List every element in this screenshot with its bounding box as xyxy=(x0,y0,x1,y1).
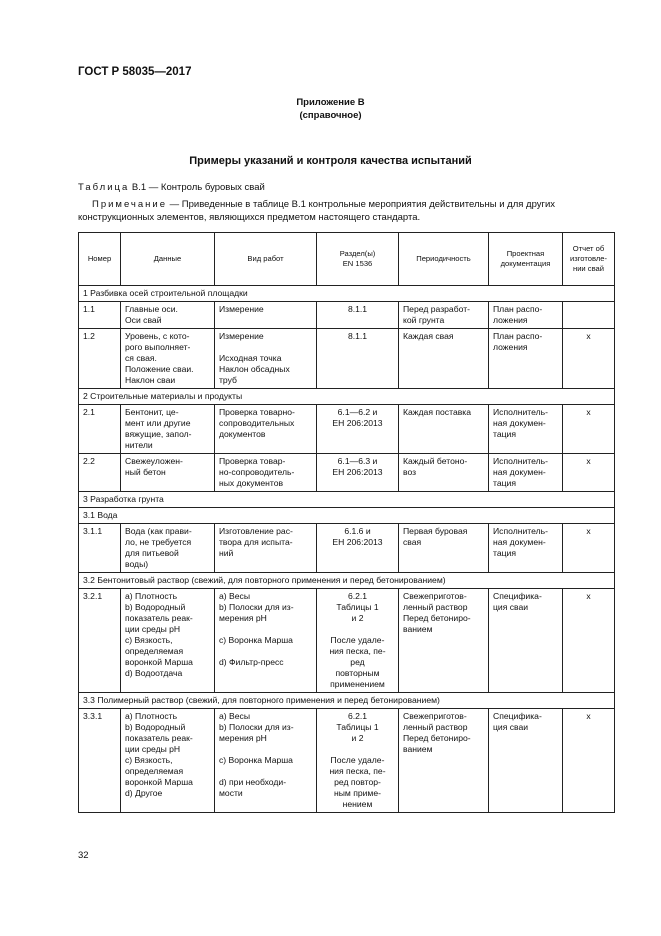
cell-line: Положение сваи. xyxy=(125,364,194,374)
cell-line: Перед разработ- xyxy=(403,304,470,314)
table-cell xyxy=(215,589,317,693)
table-cell xyxy=(563,454,615,492)
cell-line: Специфика- xyxy=(493,711,542,721)
section-row xyxy=(79,286,615,302)
cell-line: ная докумен- xyxy=(493,418,546,428)
column-header-line: EN 1536 xyxy=(342,259,373,268)
cell-line: Таблицы 1 xyxy=(336,602,379,612)
cell-line: х xyxy=(586,456,591,466)
cell-line: Каждая поставка xyxy=(403,407,472,417)
table-cell xyxy=(317,405,399,454)
cell-line: ным приме- xyxy=(333,788,381,798)
page-number: 32 xyxy=(78,850,89,861)
table-cell xyxy=(317,454,399,492)
cell-line: рого выполняет- xyxy=(125,342,191,352)
control-table xyxy=(78,232,615,813)
cell-line: Вода (как прави- xyxy=(125,526,192,536)
cell-line: ции среды pH xyxy=(125,744,181,754)
cell-line: a) Плотность xyxy=(125,711,178,721)
cell-gap xyxy=(321,744,394,755)
cell-line: и 2 xyxy=(351,613,364,623)
column-header xyxy=(563,233,615,286)
cell-line: ЕН 206:2013 xyxy=(332,467,383,477)
column-header xyxy=(79,233,121,286)
cell-line: Свежеуложен- xyxy=(125,456,183,466)
cell-line: b) Водородный xyxy=(125,602,186,612)
cell-line: 2.1 xyxy=(83,407,95,417)
cell-line: b) Полоски для из- xyxy=(219,722,294,732)
section-row xyxy=(79,573,615,589)
cell-line: 8.1.1 xyxy=(347,304,368,314)
cell-line: труб xyxy=(219,375,237,385)
cell-line: свая xyxy=(403,537,422,547)
cell-line: d) Фильтр-пресс xyxy=(219,657,284,667)
document-id: ГОСТ Р 58035—2017 xyxy=(78,66,192,78)
table-body xyxy=(79,286,615,813)
table-cell xyxy=(215,405,317,454)
cell-line: Таблицы 1 xyxy=(336,722,379,732)
cell-line: воды) xyxy=(125,559,149,569)
table-cell xyxy=(79,454,121,492)
note-text: — Приведенные в таблице В.1 контрольные мероприятия действительны и для других конструкционных элементов, являющихся предметом настоящего стандарта. xyxy=(78,199,556,223)
cell-line: ло, не требуется xyxy=(125,537,192,547)
cell-line: a) Весы xyxy=(219,591,251,601)
cell-line: Исполнитель- xyxy=(493,407,548,417)
section-cell: 2 Строительные материалы и продукты xyxy=(79,389,615,405)
section-row xyxy=(79,389,615,405)
cell-line: 1.1 xyxy=(83,304,95,314)
cell-line: 6.2.1 xyxy=(347,591,368,601)
cell-gap xyxy=(219,624,312,635)
table-cell xyxy=(489,454,563,492)
cell-line: b) Водородный xyxy=(125,722,186,732)
cell-line: тация xyxy=(493,478,516,488)
table-cell xyxy=(317,302,399,329)
column-header-line: нии свай xyxy=(573,264,604,273)
cell-line: a) Весы xyxy=(219,711,251,721)
cell-line: мент или другие xyxy=(125,418,191,428)
column-header-line: документация xyxy=(500,259,551,268)
cell-line: ция сваи xyxy=(493,602,529,612)
appendix-heading xyxy=(0,96,661,122)
cell-line: воз xyxy=(403,467,417,477)
note-prefix: Примечание xyxy=(92,199,167,210)
table-cell xyxy=(563,405,615,454)
table-cell xyxy=(79,589,121,693)
cell-line: 3.3.1 xyxy=(83,711,103,721)
cell-line: 8.1.1 xyxy=(347,331,368,341)
section-row xyxy=(79,508,615,524)
table-row xyxy=(79,302,615,329)
cell-line: Измерение xyxy=(219,304,264,314)
cell-line: c) Воронка Марша xyxy=(219,755,293,765)
cell-line: мости xyxy=(219,788,243,798)
cell-line: ния песка, пе- xyxy=(329,766,386,776)
column-header xyxy=(489,233,563,286)
cell-line: ся свая. xyxy=(125,353,157,363)
section-cell: 3 Разработка грунта xyxy=(79,492,615,508)
cell-line: х xyxy=(586,331,591,341)
cell-gap xyxy=(321,624,394,635)
table-caption-prefix: Таблица xyxy=(78,182,130,193)
table-caption xyxy=(78,182,265,193)
cell-line: d) Водоотдача xyxy=(125,668,183,678)
table-note xyxy=(78,198,614,224)
table-cell xyxy=(317,524,399,573)
cell-line: b) Полоски для из- xyxy=(219,602,294,612)
cell-line: ции среды pH xyxy=(125,624,181,634)
cell-line: Уровень, с кото- xyxy=(125,331,190,341)
table-row xyxy=(79,329,615,389)
cell-gap xyxy=(219,744,312,755)
cell-line: ная докумен- xyxy=(493,537,546,547)
cell-line: х xyxy=(586,591,591,601)
cell-line: Исходная точка xyxy=(219,353,282,363)
table-caption-text: В.1 — Контроль буровых свай xyxy=(131,182,265,193)
cell-line: Изготовление рас- xyxy=(219,526,293,536)
cell-line: Исполнитель- xyxy=(493,456,548,466)
table-cell xyxy=(489,524,563,573)
cell-line: воронкой Марша xyxy=(125,657,193,667)
cell-line: c) Вязкость, xyxy=(125,755,173,765)
column-header-line: Номер xyxy=(87,254,112,263)
cell-line: нители xyxy=(125,440,153,450)
cell-line: 6.2.1 xyxy=(347,711,368,721)
cell-line: 1.2 xyxy=(83,331,95,341)
table-cell xyxy=(79,709,121,813)
cell-gap xyxy=(219,646,312,657)
appendix-title: Приложение В xyxy=(296,97,365,108)
table-cell xyxy=(399,454,489,492)
cell-line: для питьевой xyxy=(125,548,179,558)
table-cell xyxy=(399,524,489,573)
table-cell xyxy=(563,589,615,693)
cell-gap xyxy=(219,766,312,777)
cell-line: 2.2 xyxy=(83,456,95,466)
cell-line: нением xyxy=(342,799,373,809)
table-cell xyxy=(79,524,121,573)
table-cell xyxy=(215,524,317,573)
table-cell xyxy=(399,589,489,693)
cell-line: Проверка товарно- xyxy=(219,407,295,417)
table-cell xyxy=(121,405,215,454)
column-header-line: Отчет об xyxy=(572,244,605,253)
cell-line: После удале- xyxy=(330,755,385,765)
cell-line: Измерение xyxy=(219,331,264,341)
cell-line: Специфика- xyxy=(493,591,542,601)
table-row xyxy=(79,524,615,573)
section-row xyxy=(79,693,615,709)
column-header-line: Данные xyxy=(153,254,182,263)
cell-line: повторным xyxy=(335,668,380,678)
section-cell: 3.3 Полимерный раствор (свежий, для повторного применения и перед бетонированием) xyxy=(79,693,615,709)
cell-line: Оси свай xyxy=(125,315,162,325)
table-row xyxy=(79,589,615,693)
cell-line: a) Плотность xyxy=(125,591,178,601)
cell-line: Наклон сваи xyxy=(125,375,176,385)
cell-line: Перед бетониро- xyxy=(403,733,471,743)
cell-line: Свежеприготов- xyxy=(403,591,467,601)
cell-line: мерения pH xyxy=(219,733,267,743)
table-cell xyxy=(489,302,563,329)
table-cell xyxy=(215,454,317,492)
cell-line: документов xyxy=(219,429,266,439)
cell-line: ленный раствор xyxy=(403,602,468,612)
cell-line: ред повтор- xyxy=(334,777,381,787)
section-title: Примеры указаний и контроля качества испытаний xyxy=(189,155,472,167)
cell-line: твора для испыта- xyxy=(219,537,293,547)
table-cell xyxy=(215,709,317,813)
cell-line: ция сваи xyxy=(493,722,529,732)
column-header-line: Проектная xyxy=(506,249,545,258)
cell-line: тация xyxy=(493,429,516,439)
table-cell xyxy=(489,589,563,693)
cell-gap xyxy=(219,342,312,353)
table-cell xyxy=(79,329,121,389)
cell-line: 6.1—6.2 и xyxy=(337,407,378,417)
cell-line: Каждая свая xyxy=(403,331,454,341)
cell-line: Свежеприготов- xyxy=(403,711,467,721)
cell-line: 6.1.6 и xyxy=(344,526,371,536)
cell-line: показатель реак- xyxy=(125,733,193,743)
cell-line: Исполнитель- xyxy=(493,526,548,536)
header-row xyxy=(79,233,615,286)
section-cell: 3.2 Бентонитовый раствор (свежий, для повторного применения и перед бетонированием) xyxy=(79,573,615,589)
cell-line: Проверка товар- xyxy=(219,456,286,466)
cell-line: воронкой Марша xyxy=(125,777,193,787)
cell-line: 3.2.1 xyxy=(83,591,103,601)
cell-line: ных документов xyxy=(219,478,284,488)
column-header xyxy=(317,233,399,286)
table-cell xyxy=(399,329,489,389)
table-cell xyxy=(489,709,563,813)
cell-line: ЕН 206:2013 xyxy=(332,537,383,547)
table-cell xyxy=(399,709,489,813)
cell-line: применением xyxy=(330,679,385,689)
cell-line: План распо- xyxy=(493,304,543,314)
table-row xyxy=(79,454,615,492)
cell-line: План распо- xyxy=(493,331,543,341)
table-cell xyxy=(79,405,121,454)
cell-line: сопроводительных xyxy=(219,418,295,428)
table-row xyxy=(79,405,615,454)
column-header xyxy=(121,233,215,286)
table-cell xyxy=(79,302,121,329)
cell-line: 3.1.1 xyxy=(83,526,103,536)
cell-line: 6.1—6.3 и xyxy=(337,456,378,466)
table-cell xyxy=(563,524,615,573)
cell-line: вяжущие, запол- xyxy=(125,429,192,439)
table-cell xyxy=(563,302,615,329)
table-cell xyxy=(121,589,215,693)
cell-line: мерения pH xyxy=(219,613,267,623)
table-cell xyxy=(489,405,563,454)
table-cell xyxy=(121,302,215,329)
cell-line: ложения xyxy=(493,342,528,352)
cell-line: ванием xyxy=(403,744,433,754)
column-header xyxy=(215,233,317,286)
column-header-line: Периодичность xyxy=(416,254,471,263)
cell-line: Наклон обсадных xyxy=(219,364,290,374)
cell-line: и 2 xyxy=(351,733,364,743)
section-cell: 3.1 Вода xyxy=(79,508,615,524)
table-cell xyxy=(489,329,563,389)
cell-line: После удале- xyxy=(330,635,385,645)
column-header-line: Вид работ xyxy=(247,254,284,263)
cell-line: кой грунта xyxy=(403,315,445,325)
cell-line: c) Вязкость, xyxy=(125,635,173,645)
table-head xyxy=(79,233,615,286)
section-row xyxy=(79,492,615,508)
cell-line: ленный раствор xyxy=(403,722,468,732)
cell-line: показатель реак- xyxy=(125,613,193,623)
cell-line: ний xyxy=(219,548,234,558)
cell-line: ванием xyxy=(403,624,433,634)
cell-line: Каждый бетоно- xyxy=(403,456,468,466)
table-cell xyxy=(121,329,215,389)
cell-line: ная докумен- xyxy=(493,467,546,477)
table-cell xyxy=(121,524,215,573)
cell-line: но-сопроводитель- xyxy=(219,467,295,477)
cell-line: d) при необходи- xyxy=(219,777,287,787)
cell-line: ложения xyxy=(493,315,528,325)
cell-line: c) Воронка Марша xyxy=(219,635,293,645)
table-cell xyxy=(317,709,399,813)
cell-line: ния песка, пе- xyxy=(329,646,386,656)
cell-line: Главные оси. xyxy=(125,304,178,314)
cell-line: х xyxy=(586,711,591,721)
cell-line: ЕН 206:2013 xyxy=(332,418,383,428)
column-header-line: изготовле- xyxy=(569,254,608,263)
cell-line: тация xyxy=(493,548,516,558)
table-row xyxy=(79,709,615,813)
cell-line: ред xyxy=(350,657,365,667)
cell-line: х xyxy=(586,407,591,417)
cell-line: ный бетон xyxy=(125,467,166,477)
table-cell xyxy=(121,709,215,813)
section-cell: 1 Разбивка осей строительной площадки xyxy=(79,286,615,302)
cell-line: определяемая xyxy=(125,766,184,776)
cell-line: определяемая xyxy=(125,646,184,656)
appendix-subtitle: (справочное) xyxy=(299,110,362,121)
table-cell xyxy=(399,302,489,329)
cell-line: х xyxy=(586,526,591,536)
table-cell xyxy=(121,454,215,492)
cell-line: Бентонит, це- xyxy=(125,407,179,417)
cell-line: d) Другое xyxy=(125,788,163,798)
column-header xyxy=(399,233,489,286)
table-cell xyxy=(317,329,399,389)
table-cell xyxy=(399,405,489,454)
cell-line: Перед бетониро- xyxy=(403,613,471,623)
cell-line: Первая буровая xyxy=(403,526,468,536)
table-cell xyxy=(563,329,615,389)
table-cell xyxy=(215,329,317,389)
table-cell xyxy=(215,302,317,329)
column-header-line: Раздел(ы) xyxy=(339,249,376,258)
table-cell xyxy=(317,589,399,693)
table-cell xyxy=(563,709,615,813)
